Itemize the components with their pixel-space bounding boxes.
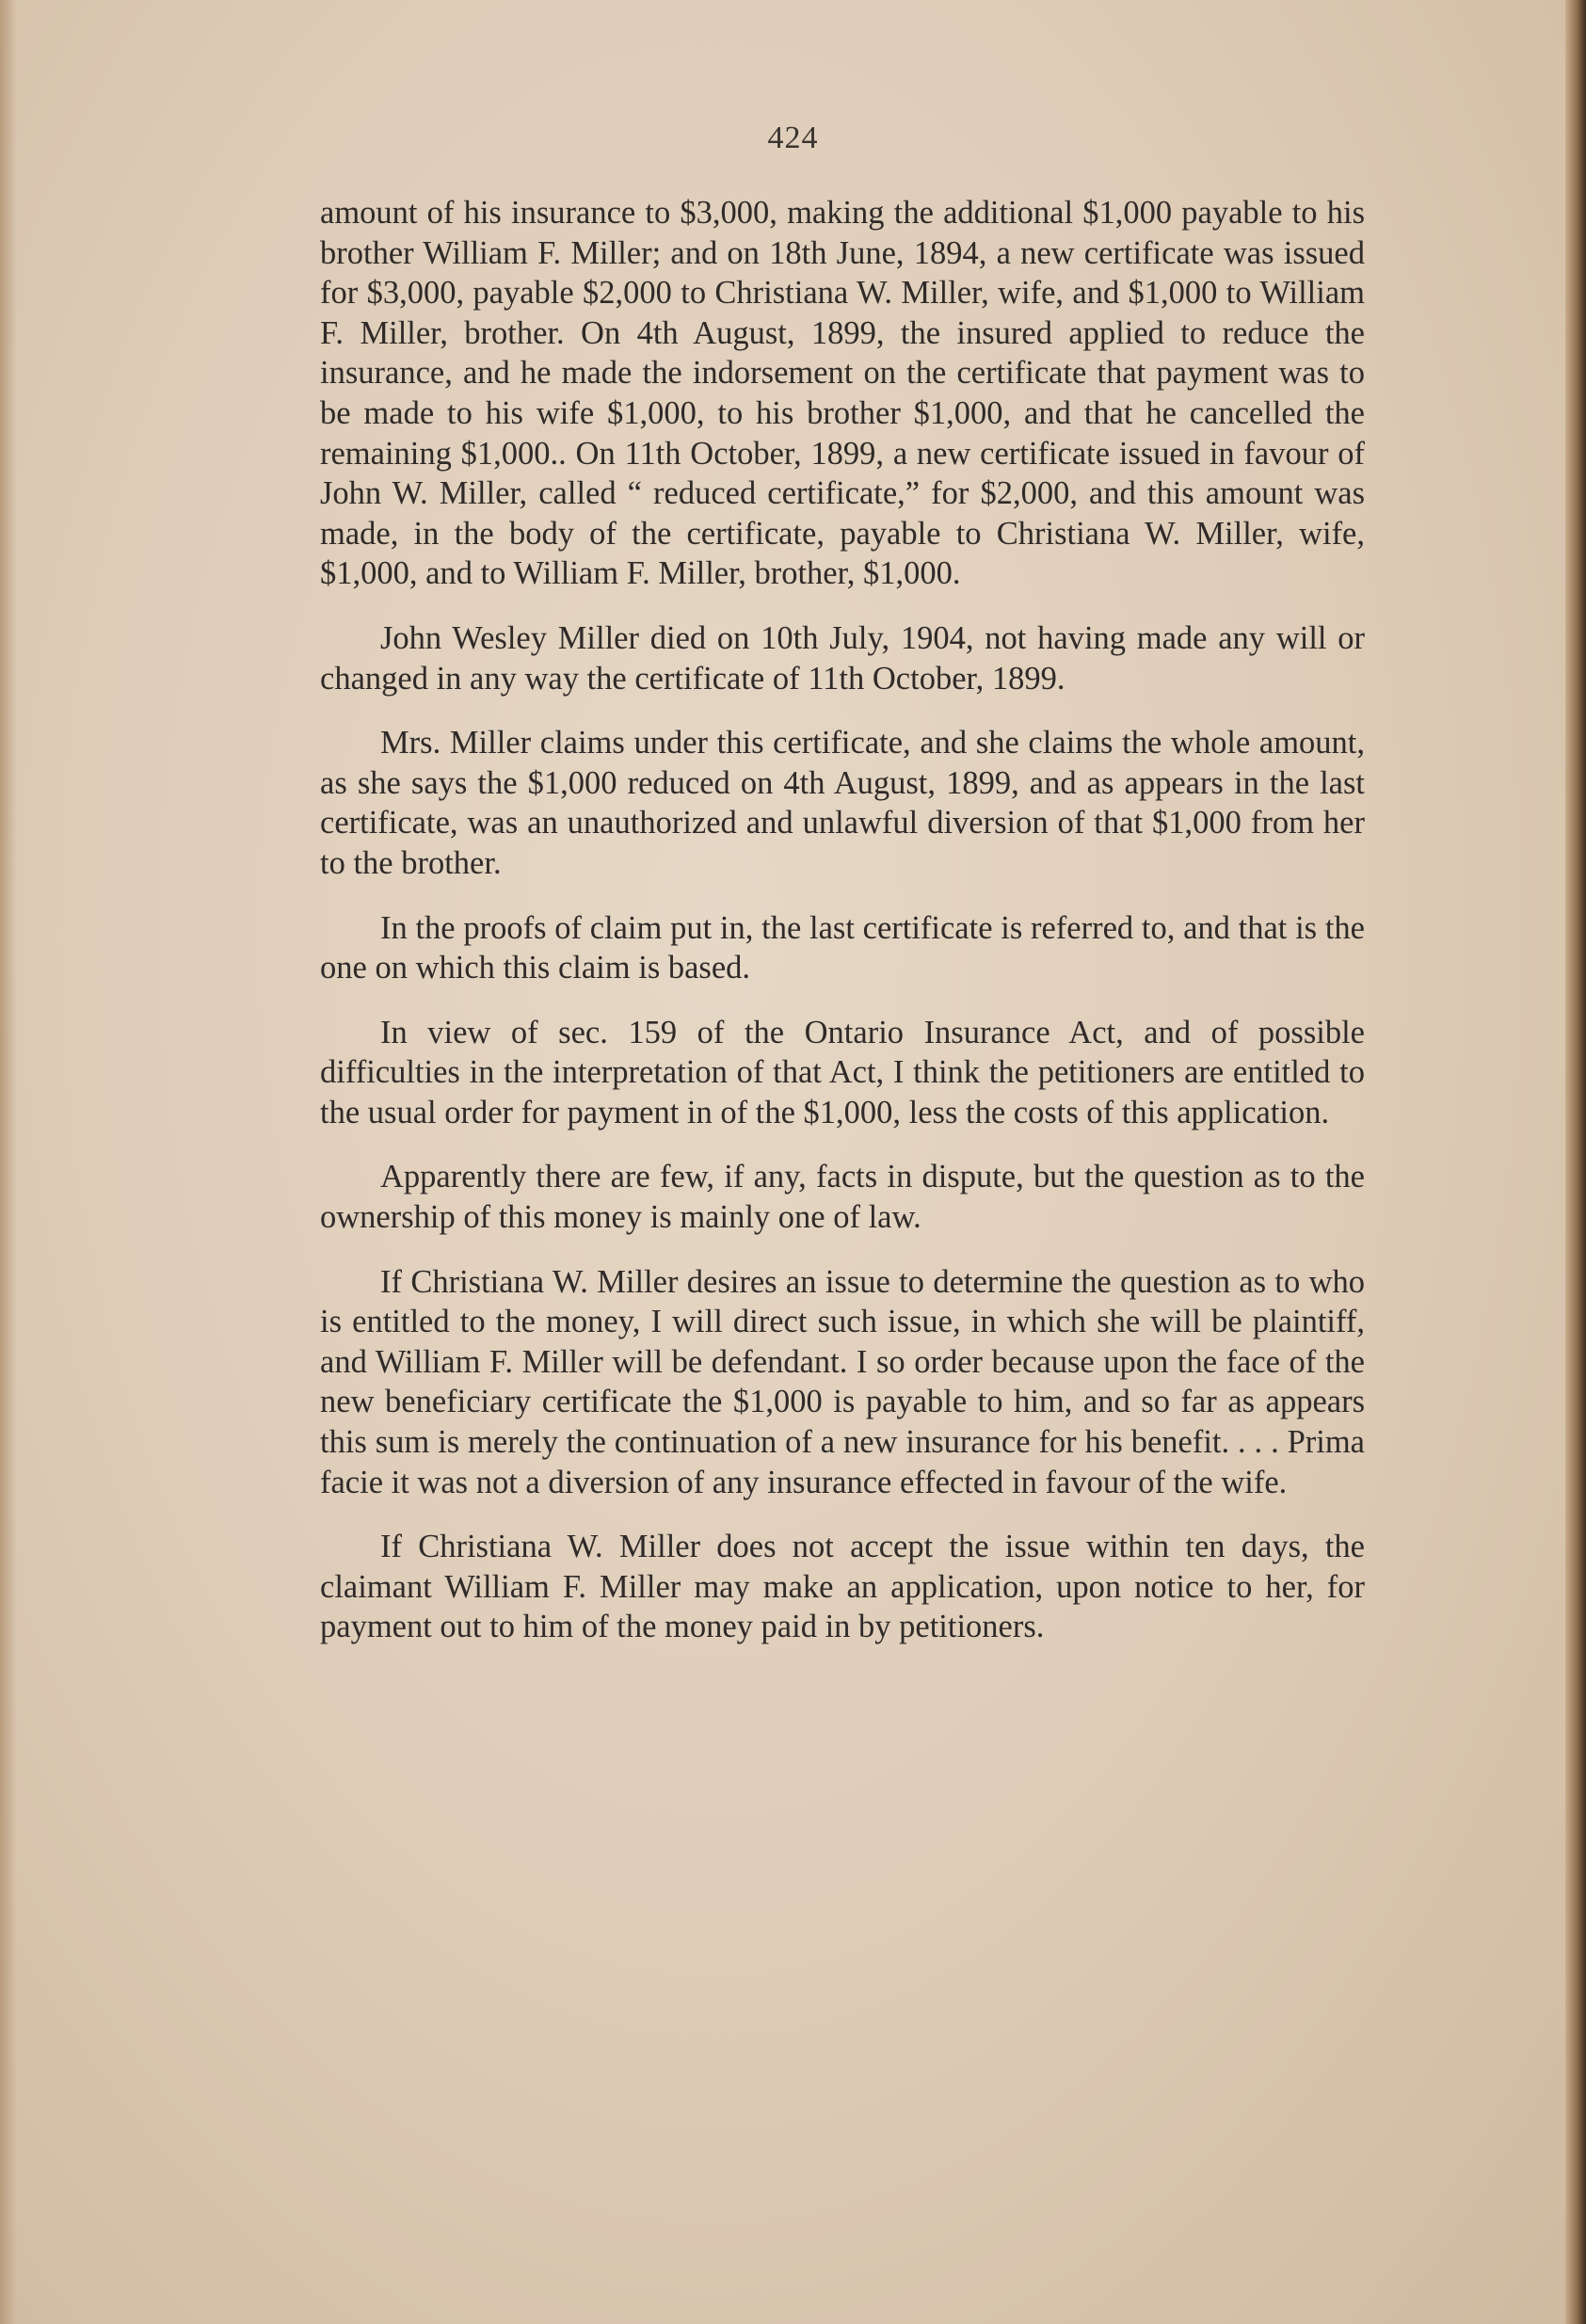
- paragraph-claim: Mrs. Miller claims under this certificate, and she claims the whole amount, as she says the $1,000 reduced on 4th August, 1899, and as appears in the last certificate, was an unauthorized and unlawful diversion of that $1,000 from her to the brother.: [320, 725, 1365, 881]
- page-number: 424: [767, 120, 819, 155]
- paragraph-issue: If Christiana W. Miller desires an issue to determine the question as to who is entitled to the money, I will direct such issue, in which she will be plaintiff, and William F. Miller will be defendant. I so order because upon the face of the new beneficiary certificate the $1,000 is payable to him, and so far as appears this sum is merely the continuation of a new insurance for his benefit. . . . Prima facie it was not a diversion of any insurance effected in favour of the wife.: [320, 1263, 1365, 1500]
- paragraph-insurance-act: In view of sec. 159 of the Ontario Insurance Act, and of possible difficulties in the interpretation of that Act, I think the petitioners are entitled to the usual order for payment in of the $1,000, less the costs of this application.: [320, 1014, 1365, 1130]
- page-binding-edge: [1565, 0, 1586, 2324]
- body-text: [320, 193, 1365, 1672]
- page-left-edge: [0, 0, 17, 2324]
- paragraph-dispute: Apparently there are few, if any, facts in dispute, but the question as to the ownership of this money is mainly one of law.: [320, 1159, 1365, 1236]
- paragraph-death: John Wesley Miller died on 10th July, 1904, not having made any will or changed in any way the certificate of 11th October, 1899.: [320, 619, 1365, 697]
- paragraph-application: If Christiana W. Miller does not accept the issue within ten days, the claimant William F. Miller may make an application, upon notice to her, for payment out to him of the money paid in by petitioners.: [320, 1529, 1365, 1645]
- paragraph-proofs: In the proofs of claim put in, the last certificate is referred to, and that is the one on which this claim is based.: [320, 909, 1365, 986]
- paragraph-continued: amount of his insurance to $3,000, making the additional $1,000 payable to his brother William F. Miller; and on 18th June, 1894, a new certificate was issued for $3,000, payable $2,000 to Christiana W. Miller, wife, and $1,000 to William F. Miller, brother. On 4th August, 1899, the insured applied to reduce the insurance, and he made the indorsement on the certificate that payment was to be made to his wife $1,000, to his brother $1,000, and that he cancelled the remaining $1,000.. On 11th October, 1899, a new certificate issued in favour of John W. Miller, called “ reduced certificate,” for $2,000, and this amount was made, in the body of the certificate, payable to Christiana W. Miller, wife, $1,000, and to William F. Miller, brother, $1,000.: [320, 195, 1365, 592]
